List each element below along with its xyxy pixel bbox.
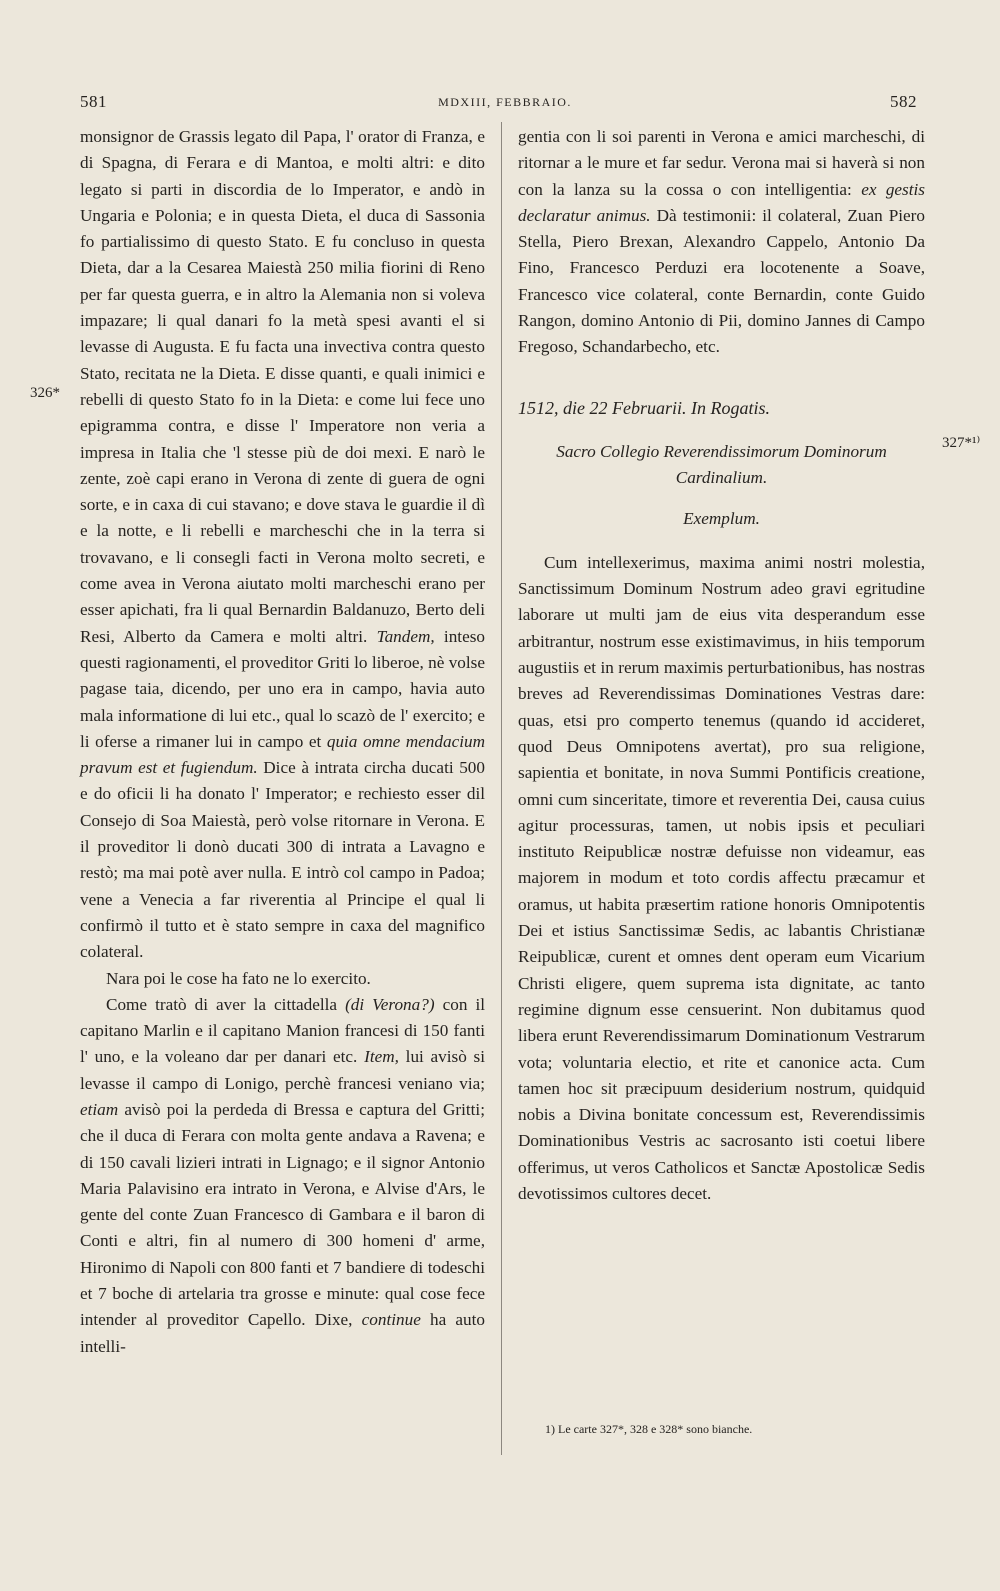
- section-heading-exemplum: Exemplum.: [683, 508, 760, 528]
- right-column: [518, 124, 925, 1207]
- left-column: [80, 124, 485, 1360]
- running-head: MDXIII, FEBBRAIO.: [438, 95, 572, 109]
- margin-note-right: 327*¹⁾: [942, 435, 981, 451]
- column-divider: [501, 122, 502, 1455]
- left-paragraph-2: Nara poi le cose ha fato ne lo exercito.: [106, 968, 371, 988]
- left-paragraph-1: monsignor de Grassis legato dil Papa, l' orator di Franza, e di Spagna, di Ferara e di Mantoa, e molti altri: e dito legato si parti in discordia de lo Imperator, e andò in Ungaria e Polonia; e in questa Dieta, el duca di Sassonia fo partialissimo di questo Stato. E fu concluso in questa Dieta, dar a la Cesarea Maiestà 250 milia fiorini di Reno per far questa guerra, e in altro la Alemania non si voleva impazare; li qual danari fo la metà spesi avanti el si levasse di Augusta. E fu facta una invectiva contra questo Stato, recitata ne la Dieta. E disse quanti, e quali inimici e rebelli di questo Stato fo in la Dieta: e come lui fece uno epigramma contra, e disse l' Imperatore non veria a impresa in Italia che 'l stesse più de doi mexi. E narò le zente, zoè capi erano in Verona di zente di guera de ogni sorte, e in caxa di cui stavano; e dove stava le guardie il dì e la notte, e li rebelli e marcheschi che in la terra si trovavano, e li consegli facti in Verona molto secreti, e come avea in Verona aiutato molti marcheschi erano per esser apichati, fra li qual Bernardin Baldanuzo, Berto deli Resi, Alberto da Camera e molti altri. Tandem, inteso questi ragionamenti, el proveditor Griti lo liberoe, nè volse pagase taia, dicendo, per uno era in campo, havia auto mala informatione di lui etc., qual lo scazò de l' exercito; e li oferse a rimaner lui in campo et quia omne mendacium pravum est et fugiendum. Dice à intrata circha ducati 500 e do oficii li ha donato l' Imperator; e rechiesto esser dil Consejo di Soa Maiestà, però volse ritornare in Verona. E il proveditor li donò ducati 300 di intrata a Lavagno e restò; ma mai potè aver nulla. E intrò col campo in Padoa; vene a Venecia a far riverentia al Principe el qual li confirmò il tutto et è stato sempre in caxa del magnifico colateral.: [80, 127, 485, 962]
- footnote: 1) Le carte 327*, 328 e 328* sono bianche.: [545, 1422, 753, 1436]
- page-number-left: 581: [80, 92, 107, 111]
- margin-note-left: 326*: [30, 385, 60, 401]
- section-heading-college: Sacro Collegio Reverendissimorum Dominorum Cardinalium.: [556, 441, 887, 488]
- left-paragraph-3: Come tratò di aver la cittadella (di Verona?) con il capitano Marlin e il capitano Manion francesi di 150 fanti l' uno, e la voleano dar per danari etc. Item, lui avisò si levasse il campo di Lonigo, perchè francesi veniano via; etiam avisò poi la perdeda di Bressa e captura del Gritti; che il duca di Ferara con molta gente andava a Ravena; e di 150 cavali lizieri intrati in Lignago; e il signor Antonio Maria Palavisino era intrato in Verona, e Alvise d'Ars, le gente del conte Zuan Francesco di Gambara e il baron di Conti e altri, fin al numero di 300 homeni d' arme, Hironimo di Napoli con 800 fanti et 7 bandiere di todeschi et 7 boche di artelaria tra grosse e minute: qual cose fece intender al proveditor Capello. Dixe, continue ha auto intelli-: [80, 994, 486, 1356]
- letter-text: Cum intellexerimus, maxima animi nostri molestia, Sanctissimum Dominum Nostrum adeo gravi egritudine laborare ut multi jam de eius vita desperandum esse arbitrantur, nostrum esse existimavimus, in hiis temporum augustiis et in rerum maximis perturbationibus, has nostras breves ad Reverendissimas Dominationes Vestras dare: quas, etsi pro comperto tenemus (quando id accideret, quod Deus Omnipotens avertat), pro sua religione, sapientia et bonitate, in nova Summi Pontificis creatione, omni cum sinceritate, timore et reverentia Dei, causa cuius agitur processuras, tamen, ut nobis ipsis et peculiari instituto Reipublicæ nostræ defuisse non videamur, eas majorem in modum et toto cordis affectu præcamur et oramus, ut habita præsertim ratione honoris Omnipotentis Dei et istius Sanctissimæ Sedis, ac labantis Christianæ Reipublicæ, curent et omnes dent operam eum Vicarium Christi eligere, quem suprema ista dignitate, ac tanto regimine dignum esse censuerint. Non dubitamus quod libera erunt Reverendissimarum Dominationum Vestrarum vota; voluntaria electio, et rite et canonice acta. Cum tamen hoc sit præcipuum desiderium nostrum, quidquid nobis a Divina bonitate concessum est, Reverendissimis Dominationibus Vestris ac sacrosanto isti coetui libere offerimus, ut veros Catholicos et Sanctæ Apostolicæ Sedis devotissimos cultores decet.: [518, 552, 925, 1203]
- right-paragraph-1: gentia con li soi parenti in Verona e amici marcheschi, di ritornar a le mure et far sedur. Verona mai si haverà si non con la lanza su la cossa o con intelligentia: ex gestis declaratur animus. Dà testimonii: il colateral, Zuan Piero Stella, Piero Brexan, Alexandro Cappelo, Antonio Da Fino, Francesco Perduzi era locotenente a Soave, Francesco vice colateral, conte Bernardin, conte Guido Rangon, domino Antonio di Pii, domino Jannes di Campo Fregoso, Schandarbecho, etc.: [518, 127, 925, 357]
- page-number-right: 582: [890, 92, 917, 111]
- section-heading-date: 1512, die 22 Februarii. In Rogatis.: [518, 397, 770, 418]
